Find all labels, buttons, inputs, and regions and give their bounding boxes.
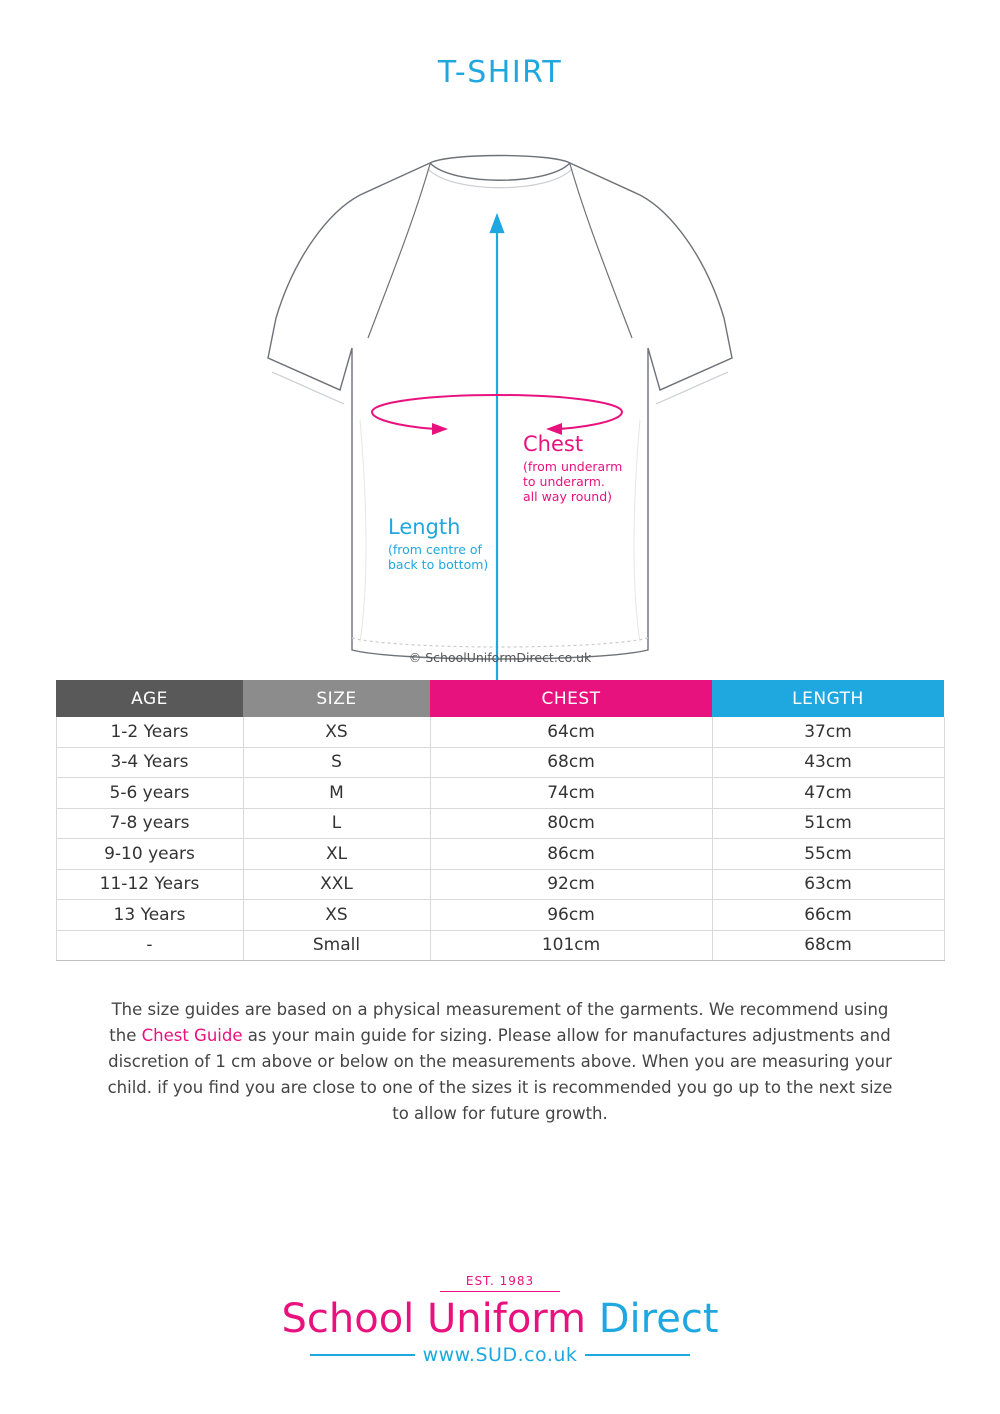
cell-size: XL [243,839,430,870]
cell-age: 3-4 Years [56,747,243,778]
cell-chest: 64cm [430,717,712,747]
tshirt-drawing [0,90,1000,680]
cell-chest: 101cm [430,930,712,961]
cell-length: 68cm [712,930,944,961]
cell-chest: 68cm [430,747,712,778]
cell-age: 11-12 Years [56,869,243,900]
sizing-note [100,997,900,1127]
column-header-length: LENGTH [712,680,944,717]
cell-chest: 74cm [430,778,712,809]
note-part1: The size guides are based on a physical measurement of the garments. We recommend using the [109,1000,889,1045]
cell-size: Small [243,930,430,961]
table-row [56,778,944,809]
page-title: T-SHIRT [437,55,563,90]
cell-length: 43cm [712,747,944,778]
cell-age: 13 Years [56,900,243,931]
cell-length: 37cm [712,717,944,747]
cell-age: 9-10 years [56,839,243,870]
cell-age: 1-2 Years [56,717,243,747]
website-url[interactable]: www.SUD.co.uk [422,1344,578,1366]
cell-chest: 86cm [430,839,712,870]
length-sublabel-line1: (from centre of [388,542,482,557]
website-row [0,1344,1000,1366]
chest-sublabel-line1: (from underarm [523,459,623,474]
url-divider-left [310,1354,415,1356]
column-header-age: AGE [56,680,243,717]
cell-size: XXL [243,869,430,900]
brand-name-part2: Direct [598,1296,719,1342]
chest-sublabel-line3: all way round) [523,489,613,504]
tshirt-diagram [0,90,1000,680]
note-part2: as your main guide for sizing. Please allow for manufactures adjustments and discretion of 1 cm above or below on the measurements above. When you are measuring your child. if you find you are close to one of the sizes it is recommended you go up to the next size to allow for future growth. [107,1026,893,1123]
cell-chest: 80cm [430,808,712,839]
established-divider [440,1291,560,1292]
table-row [56,747,944,778]
chest-sublabel-line2: to underarm. [523,474,605,489]
table-row [56,900,944,931]
table-row [56,930,944,961]
length-label-group [388,515,488,572]
cell-length: 47cm [712,778,944,809]
cell-age: 7-8 years [56,808,243,839]
column-header-chest: CHEST [430,680,712,717]
cell-length: 55cm [712,839,944,870]
cell-length: 51cm [712,808,944,839]
cell-chest: 92cm [430,869,712,900]
cell-chest: 96cm [430,900,712,931]
size-chart-table [56,680,945,961]
length-sublabel [388,542,488,572]
cell-age: - [56,930,243,961]
url-divider-right [585,1354,690,1356]
cell-length: 63cm [712,869,944,900]
chest-sublabel [523,459,622,504]
chest-label: Chest [523,432,584,456]
chest-label-group [523,432,622,504]
cell-size: M [243,778,430,809]
cell-length: 66cm [712,900,944,931]
copyright-notice: © SchoolUniformDirect.co.uk [408,650,592,665]
cell-size: XS [243,717,430,747]
footer-logo [0,1274,1000,1366]
brand-name-part1: School Uniform [281,1296,599,1342]
cell-size: S [243,747,430,778]
brand-name [0,1296,1000,1342]
cell-size: XS [243,900,430,931]
cell-size: L [243,808,430,839]
table-row [56,808,944,839]
table-row [56,839,944,870]
table-row [56,869,944,900]
table-header-row [56,680,944,717]
length-sublabel-line2: back to bottom) [388,557,489,572]
established-text: EST. 1983 [465,1274,535,1288]
note-chest-guide-highlight: Chest Guide [141,1026,243,1045]
length-label: Length [388,515,461,539]
column-header-size: SIZE [243,680,430,717]
table-row [56,717,944,747]
cell-age: 5-6 years [56,778,243,809]
